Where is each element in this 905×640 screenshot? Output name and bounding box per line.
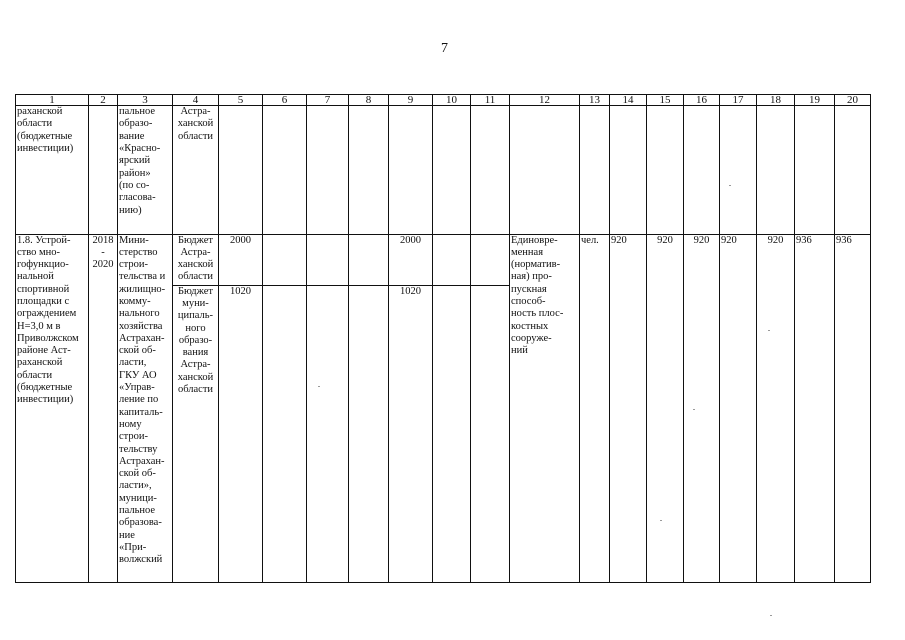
scan-speck	[770, 615, 772, 616]
table-row	[16, 234, 871, 285]
column-header: 3	[118, 95, 173, 106]
amount-cell: 2000	[389, 234, 433, 285]
indicator-value-cell: 936	[795, 234, 835, 583]
amount-cell: 1020	[219, 285, 263, 582]
scan-speck	[318, 386, 320, 387]
indicator-value-cell: 936	[835, 234, 871, 583]
period-cell	[89, 106, 118, 234]
amount-cell: 1020	[389, 285, 433, 582]
column-header: 20	[835, 95, 871, 106]
funding-source-cell: Бюджет Астра- ханской области	[173, 234, 219, 285]
column-header: 6	[263, 95, 307, 106]
column-header: 16	[684, 95, 720, 106]
column-header: 17	[720, 95, 757, 106]
funding-source-cell: Бюджет муни- ципаль- ного образо- вания Астра- ханской области	[173, 285, 219, 582]
unit-cell: чел.	[580, 234, 610, 583]
executor-cell: Мини- стерство строи- тельства и жилищно- комму- нального хозяйства Астрахан- ской об- ласти, ГКУ АО «Управ- ление по капиталь- ному строи- тельству Астрахан- ской об- ласти», муници- пальное образова- ние «При- волжский	[118, 234, 173, 583]
header-row	[16, 95, 871, 106]
column-header: 14	[610, 95, 647, 106]
column-header: 15	[647, 95, 684, 106]
indicator-value-cell: 920	[757, 234, 795, 583]
scan-speck	[768, 330, 770, 331]
scan-speck	[693, 409, 695, 410]
page-number: 7	[441, 41, 448, 56]
activity-name-cell: раханской области (бюджетные инвестиции)	[16, 106, 89, 234]
indicator-value-cell: 920	[684, 234, 720, 583]
column-header: 18	[757, 95, 795, 106]
funding-source-cell: Астра- ханской области	[173, 106, 219, 234]
column-header: 2	[89, 95, 118, 106]
column-header: 7	[307, 95, 349, 106]
column-header: 1	[16, 95, 89, 106]
column-header: 9	[389, 95, 433, 106]
amount-cell: 2000	[219, 234, 263, 285]
column-header: 10	[433, 95, 471, 106]
executor-cell: пальное образо- вание «Красно- ярский район» (по со- гласова- нию)	[118, 106, 173, 234]
column-header: 4	[173, 95, 219, 106]
scan-speck	[729, 185, 731, 186]
indicator-value-cell: 920	[720, 234, 757, 583]
scan-speck	[660, 520, 662, 521]
budget-table	[15, 94, 871, 583]
continuation-row	[16, 106, 871, 234]
indicator-value-cell: 920	[647, 234, 684, 583]
column-header: 5	[219, 95, 263, 106]
activity-name-cell: 1.8. Устрой- ство мно- гофункцио- нальной спортивной площадки с ограждением Н=3,0 м в Приволжском районе Аст- раханской области (бюджетные инвестиции)	[16, 234, 89, 583]
column-header: 12	[510, 95, 580, 106]
column-header: 19	[795, 95, 835, 106]
column-header: 13	[580, 95, 610, 106]
column-header: 8	[349, 95, 389, 106]
indicator-value-cell: 920	[610, 234, 647, 583]
period-cell: 2018 - 2020	[89, 234, 118, 583]
indicator-name-cell: Единовре- менная (норматив- ная) про- пускная способ- ность плос- костных сооруже- ний	[510, 234, 580, 583]
column-header: 11	[471, 95, 510, 106]
